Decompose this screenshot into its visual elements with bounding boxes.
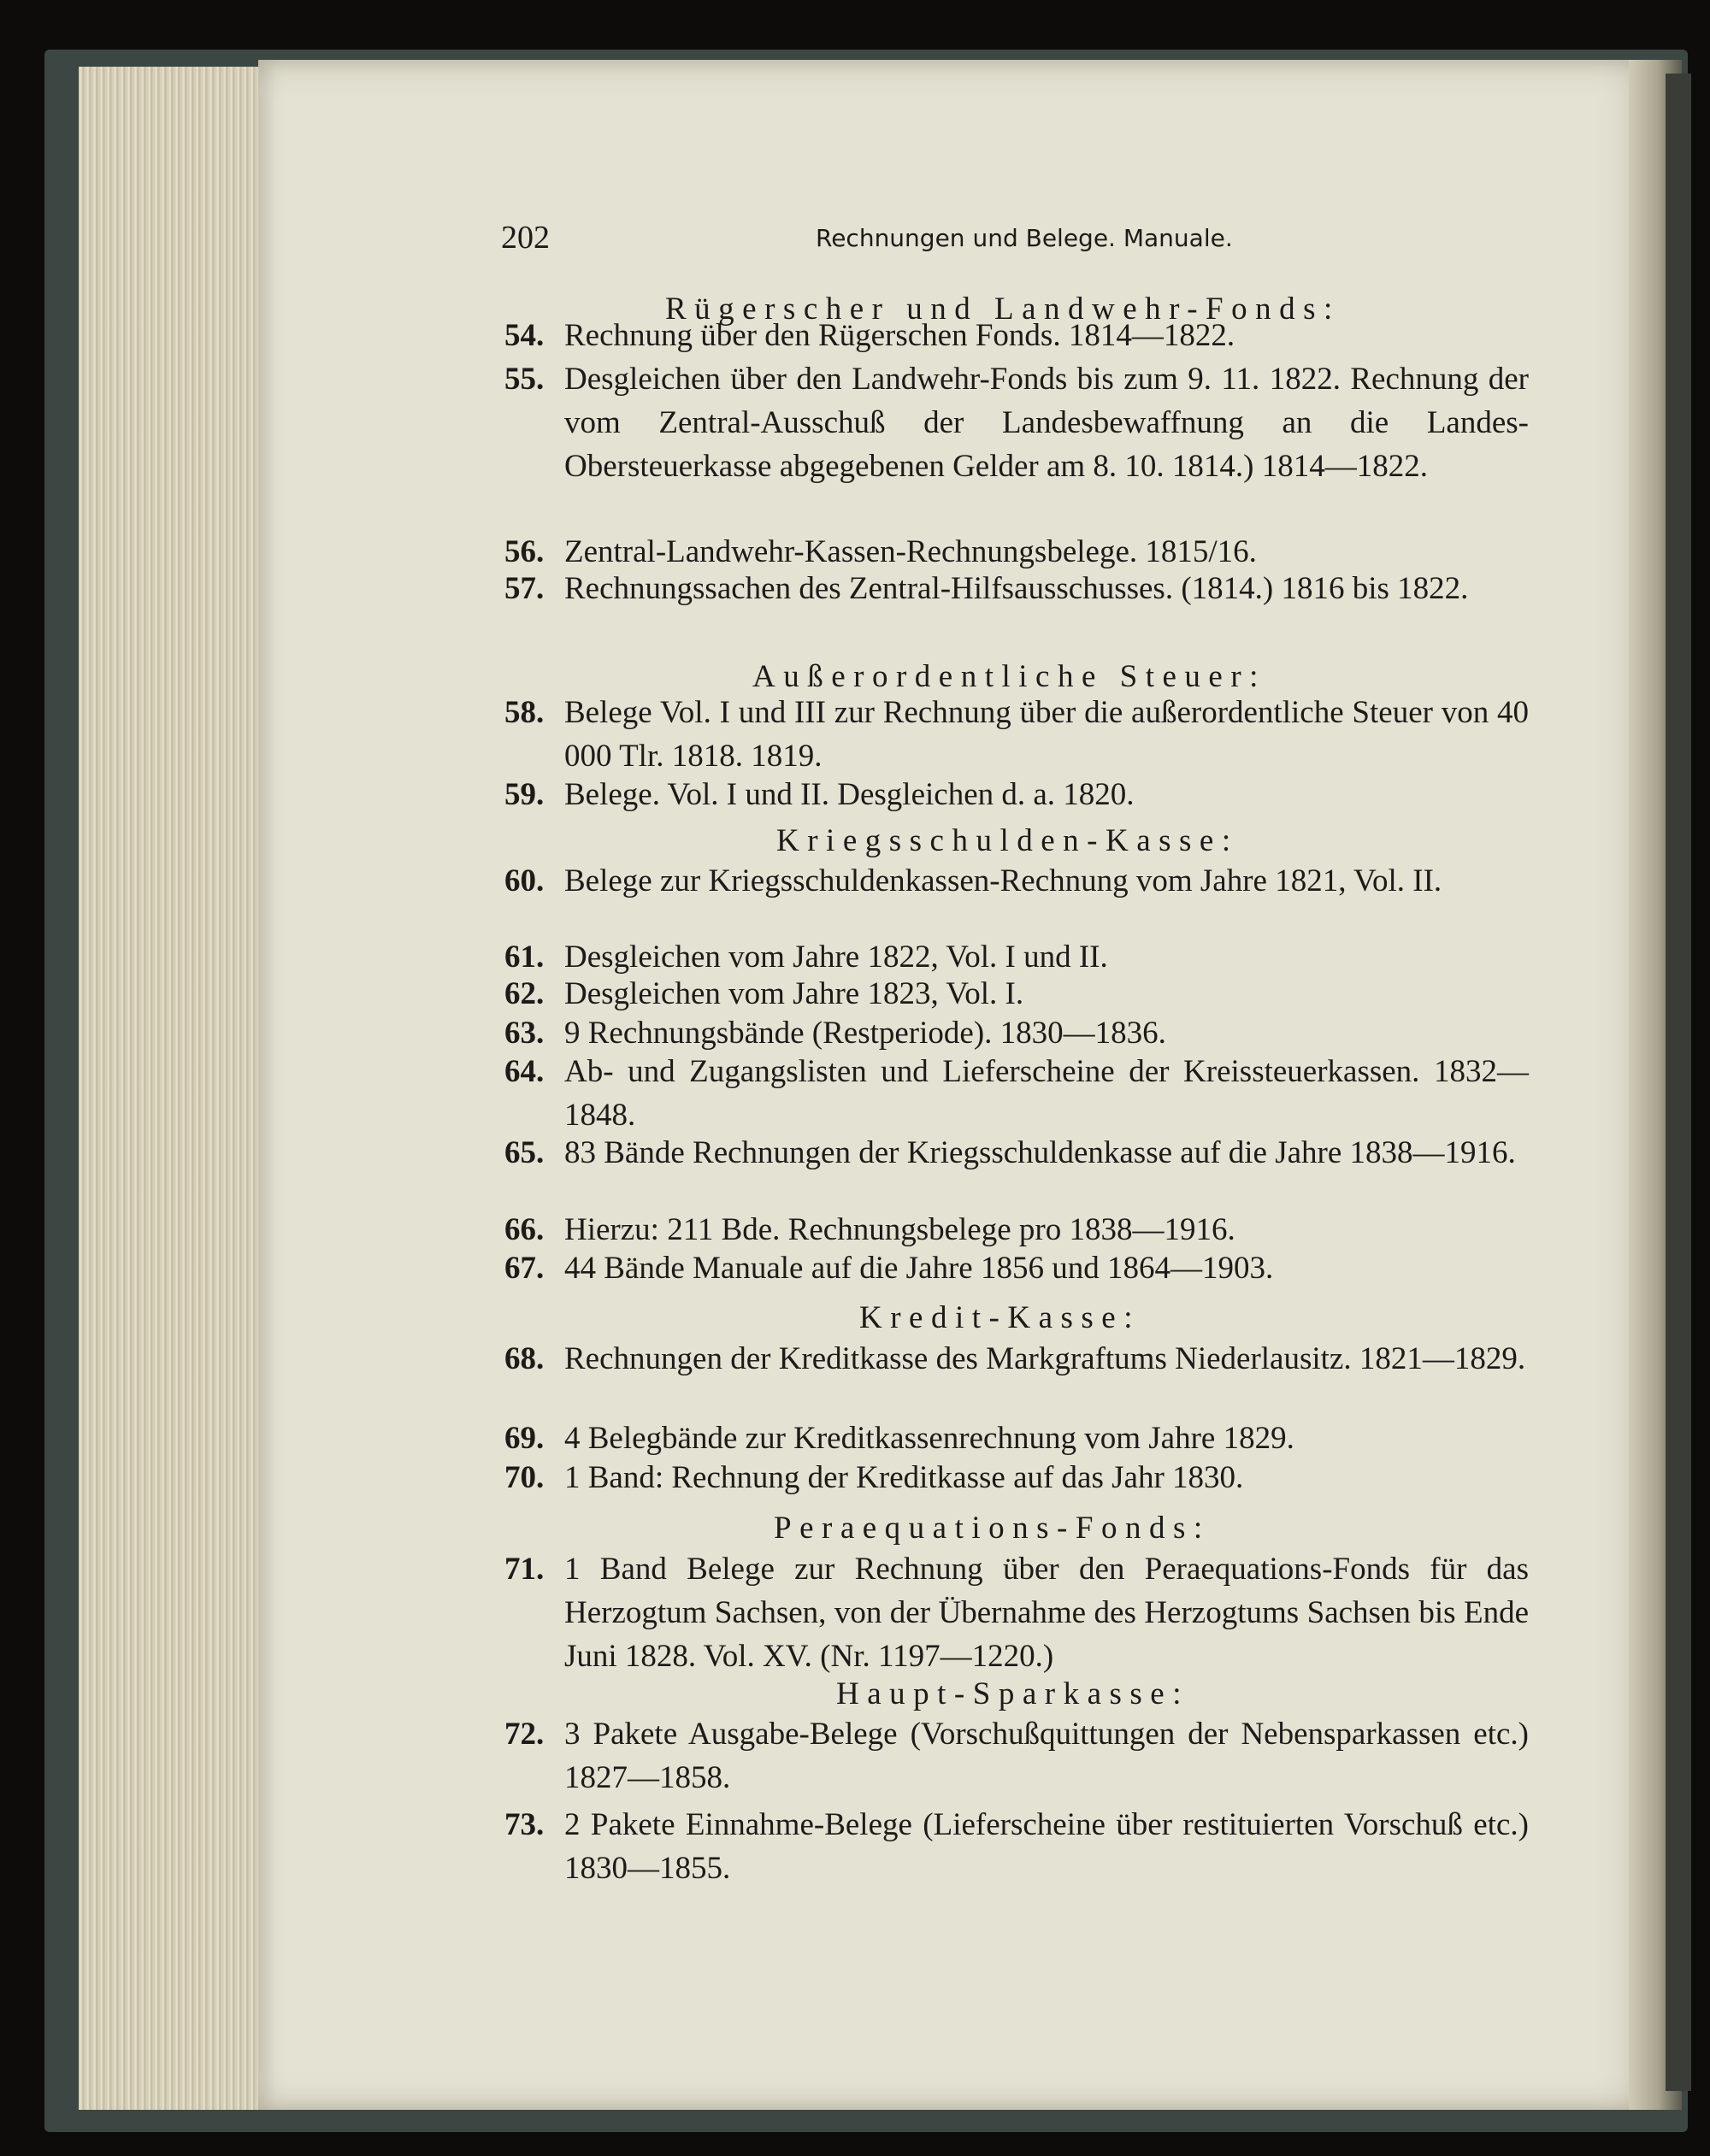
list-item [504,1011,1529,1055]
entry-number: 57. [504,571,545,606]
entry-text: 1 Band: Rechnung der Kreditkasse auf das Jahr 1830. [564,1460,1244,1495]
list-item [504,1050,1529,1137]
entry-number: 55. [504,362,545,397]
list-item [504,567,1529,610]
entry-number: 58. [504,695,545,730]
list-item [504,1337,1529,1381]
list-item [504,357,1529,488]
entry-text: 44 Bände Manuale auf die Jahre 1856 und 1864—1903. [564,1251,1274,1286]
list-item [504,1803,1529,1890]
entry-text: 1 Band Belege zur Rechnung über den Peraequations-Fonds für das Herzogtum Sachsen, von der Übernahme des Herzogtums Sachsen bis Ende Juni 1828. Vol. XV. (Nr. 1197—1220.) [564,1552,1529,1674]
entry-text: Desgleichen über den Landwehr-Fonds bis zum 9. 11. 1822. Rechnung der vom Zentral-Ausschuß der Landesbewaffnung an die Landes-Obersteuerkasse abgegebenen Gelder am 8. 10. 1814.) 1814—1822. [564,362,1529,484]
entry-text: Belege Vol. I und III zur Rechnung über die außerordentliche Steuer von 40 000 Tlr. 1818. 1819. [564,695,1529,774]
entry-text: Desgleichen vom Jahre 1822, Vol. I und II. [564,940,1108,975]
page-header [501,219,1698,262]
entry-number: 56. [504,534,545,569]
entry-number: 63. [504,1016,545,1051]
list-item [504,1417,1529,1460]
list-item [504,1131,1529,1175]
entry-text: Rechnungen der Kreditkasse des Markgraftums Niederlausitz. 1821—1829. [564,1341,1526,1376]
entry-number: 66. [504,1212,545,1247]
entry-number: 65. [504,1135,545,1170]
entry-number: 59. [504,777,545,812]
entry-number: 71. [504,1552,545,1587]
entry-text: 9 Rechnungsbände (Restperiode). 1830—1836. [564,1016,1166,1051]
entry-text: Rechnungssachen des Zentral-Hilfsausschusses. (1814.) 1816 bis 1822. [564,571,1469,606]
entry-text: 83 Bände Rechnungen der Kriegsschuldenkasse auf die Jahre 1838—1916. [564,1135,1516,1170]
list-item [504,972,1529,1016]
page-edges [79,67,270,2110]
list-item [504,691,1529,778]
entry-text: Belege. Vol. I und II. Desgleichen d. a. 1820. [564,777,1135,812]
entry-text: Belege zur Kriegsschuldenkassen-Rechnung vom Jahre 1821, Vol. II. [564,863,1442,898]
entry-text: Hierzu: 211 Bde. Rechnungsbelege pro 1838—1916. [564,1212,1235,1247]
page-number: 202 [501,220,550,256]
entry-text: Desgleichen vom Jahre 1823, Vol. I. [564,976,1024,1011]
running-head: Rechnungen und Belege. Manuale. [816,224,1233,252]
entry-text: 4 Belegbände zur Kreditkassenrechnung vom Jahre 1829. [564,1421,1294,1456]
section-heading: Kredit-Kasse: [859,1300,1141,1335]
section-heading: Rügerscher und Landwehr-Fonds: [665,292,1341,327]
entry-text: Ab- und Zugangslisten und Lieferscheine der Kreissteuerkassen. 1832—1848. [564,1054,1529,1133]
entry-number: 72. [504,1717,545,1752]
section-heading: Haupt-Sparkasse: [836,1676,1189,1711]
list-item [504,1547,1529,1678]
list-item [504,1712,1529,1800]
entry-number: 62. [504,976,545,1011]
section-heading: Außerordentliche Steuer: [752,659,1266,694]
entry-number: 67. [504,1251,545,1286]
entry-number: 68. [504,1341,545,1376]
list-item [504,1208,1529,1252]
entry-number: 60. [504,863,545,898]
entry-number: 69. [504,1421,545,1456]
entry-number: 54. [504,318,545,353]
entry-number: 70. [504,1460,545,1495]
list-item [504,314,1529,357]
entry-number: 61. [504,940,545,975]
entry-number: 64. [504,1054,545,1089]
list-item [504,773,1529,816]
list-item [504,1456,1529,1499]
entry-text: 3 Pakete Ausgabe-Belege (Vorschußquittungen der Nebensparkassen etc.) 1827—1858. [564,1717,1529,1795]
list-item [504,859,1529,903]
facing-page-edge [1666,74,1691,2091]
entry-text: Rechnung über den Rügerschen Fonds. 1814—1822. [564,318,1235,353]
list-item [504,1246,1529,1290]
entry-number: 73. [504,1807,545,1842]
entry-text: 2 Pakete Einnahme-Belege (Lieferscheine über restituierten Vorschuß etc.) 1830—1855. [564,1807,1529,1886]
entry-text: Zentral-Landwehr-Kassen-Rechnungsbelege. 1815/16. [564,534,1257,569]
section-heading: Peraequations-Fonds: [774,1511,1211,1546]
section-heading: Kriegsschulden-Kasse: [776,823,1239,858]
